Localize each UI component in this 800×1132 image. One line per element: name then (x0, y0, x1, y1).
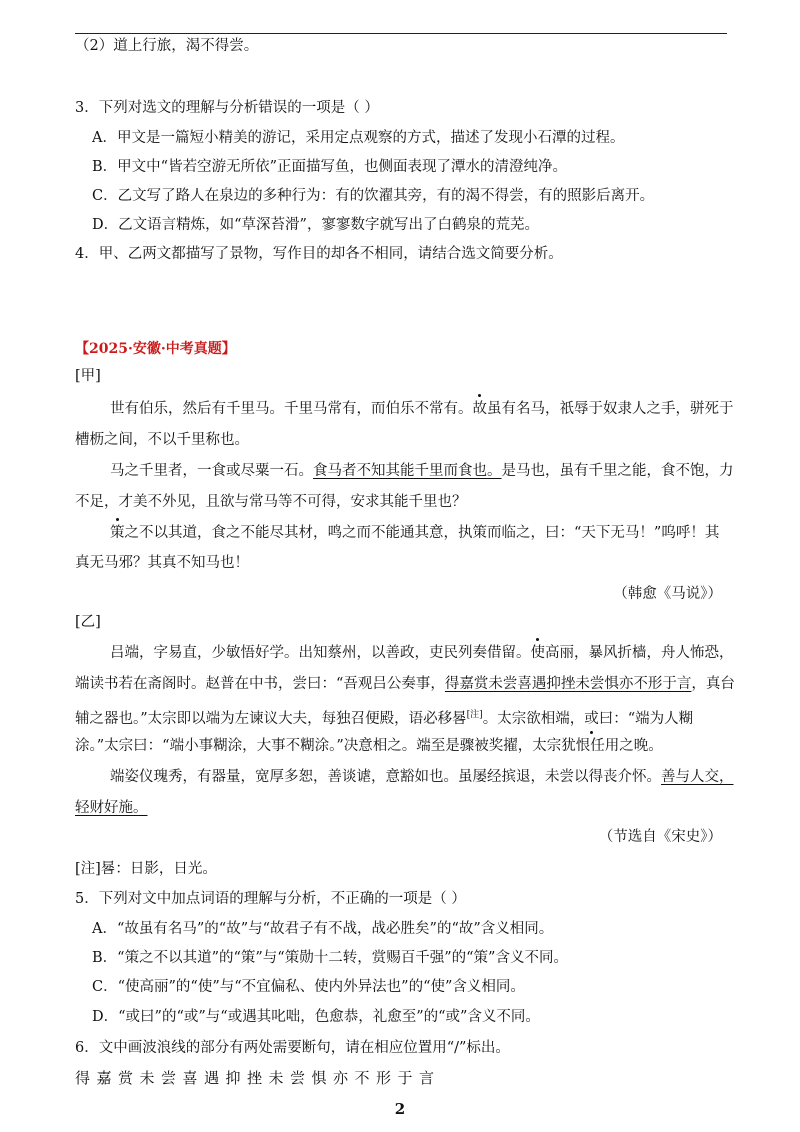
yi-line1: 吕端，字易直，少敏悟好学。出知蔡州，以善政，吏民列奏借留。使高丽，暴风折樯，舟人怖恐， (110, 645, 734, 661)
q5-option-c: C．“使高丽”的“使”与“不宜偏私、使内外异法也”的“使”含义相同。 (92, 979, 525, 995)
underlined-sentence: 食马者不知其能千里而食也。 (313, 463, 502, 479)
jia-para2-line1: 马之千里者，一食或尽粟一石。食马者不知其能千里而食也。是马也，虽有千里之能，食不饱，力 (110, 463, 734, 479)
q5-stem: 5．下列对文中加点词语的理解与分析，不正确的一项是（ ） (75, 891, 466, 907)
yi-line6 (75, 798, 148, 818)
q3-option-b: B．甲文中“皆若空游无所依”正面描写鱼，也侧面表现了潭水的清澄纯净。 (92, 159, 567, 175)
q3-option-c: C．乙文写了路人在泉边的多种行为：有的饮濯其旁，有的渴不得尝，有的照影后离开。 (92, 188, 655, 204)
q3-stem: 3．下列对选文的理解与分析错误的一项是（ ） (75, 100, 379, 116)
q6-sentence-characters: 得嘉赏未尝喜遇抑挫未尝惧亦不形于言 (75, 1069, 441, 1087)
exam-source-tag: 【2025·安徽·中考真题】 (75, 341, 236, 357)
jia-para1-line1: 世有伯乐，然后有千里马。千里马常有，而伯乐不常有。故虽有名马，祇辱于奴隶人之手，骈死于 (110, 401, 734, 417)
jia-source: （韩愈《马说》） (613, 586, 722, 602)
dotted-word-gu: 故 (472, 401, 487, 417)
dotted-word-ce: 策 (110, 525, 125, 541)
jia-para3-line2: 真无马邪？其真不知马也！ (75, 555, 249, 571)
q3-option-a: A．甲文是一篇短小精美的游记，采用定点观察的方式，描述了发现小石潭的过程。 (92, 130, 625, 146)
underlined-phrase-2: 轻财好施。 (75, 800, 148, 816)
q5-option-b: B．“策之不以其道”的“策”与“策勋十二转，赏赐百千强”的“策”含义不同。 (92, 950, 568, 966)
jia-para1-line2: 槽枥之间，不以千里称也。 (75, 432, 249, 448)
q4-stem: 4．甲、乙两文都描写了景物，写作目的却各不相同，请结合选文简要分析。 (75, 246, 563, 262)
yi-line4: 涂。”太宗曰：“端小事糊涂，大事不糊涂。”决意相之。端至是骤被奖擢，太宗犹恨任用之晚。 (75, 738, 663, 754)
jia-label: [甲] (75, 368, 101, 384)
header-rule (75, 33, 727, 34)
jia-para3-line1: 策之不以其道，食之不能尽其材，鸣之而不能通其意，执策而临之，曰：“天下无马！”呜呼！其 (110, 525, 720, 541)
page-number: 2 (394, 1100, 406, 1118)
yi-line3: 辅之器也。”太宗即以端为左谏议大夫，每独召便殿，语必移晷[注]。太宗欲相端，或曰：“端为人糊 (75, 710, 694, 727)
dotted-word-huo: 或 (584, 710, 599, 727)
underlined-phrase-1: 善与人交， (661, 769, 734, 785)
yi-source: （节选自《宋史》） (598, 829, 722, 845)
jia-para2-line2: 不足，才美不外见，且欲与常马等不可得，安求其能千里也？ (75, 494, 467, 510)
q3-option-d: D．乙文语言精炼，如“草深苔滑”，寥寥数字就写出了白鹤泉的荒芜。 (92, 217, 539, 233)
q6-stem: 6．文中画波浪线的部分有两处需要断句，请在相应位置用“/”标出。 (75, 1040, 510, 1056)
q2-item2: （2）道上行旅，渴不得尝。 (75, 38, 259, 54)
yi-label: [乙] (75, 614, 101, 630)
q5-option-d: D．“或曰”的“或”与“或遇其叱咄，色愈恭，礼愈至”的“或”含义不同。 (92, 1009, 540, 1025)
wavy-underlined-sentence: 得嘉赏未尝喜遇抑挫未尝惧亦不形于言 (444, 676, 692, 692)
annotation-note: [注]晷：日影，日光。 (75, 861, 217, 877)
yi-line2: 端读书若在斋阁时。赵普在中书，尝曰：“吾观吕公奏事，得嘉赏未尝喜遇抑挫未尝惧亦不形于言，真台 (75, 676, 735, 692)
note-marker: [注] (466, 710, 483, 720)
yi-line5: 端姿仪瑰秀，有器量，宽厚多恕，善谈谑，意豁如也。虽屡经摈退，未尝以得丧介怀。善与人交， (110, 769, 734, 785)
q5-option-a: A．“故虽有名马”的“故”与“故君子有不战，战必胜矣”的“故”含义相同。 (92, 921, 554, 937)
dotted-word-shi: 使 (530, 645, 545, 661)
